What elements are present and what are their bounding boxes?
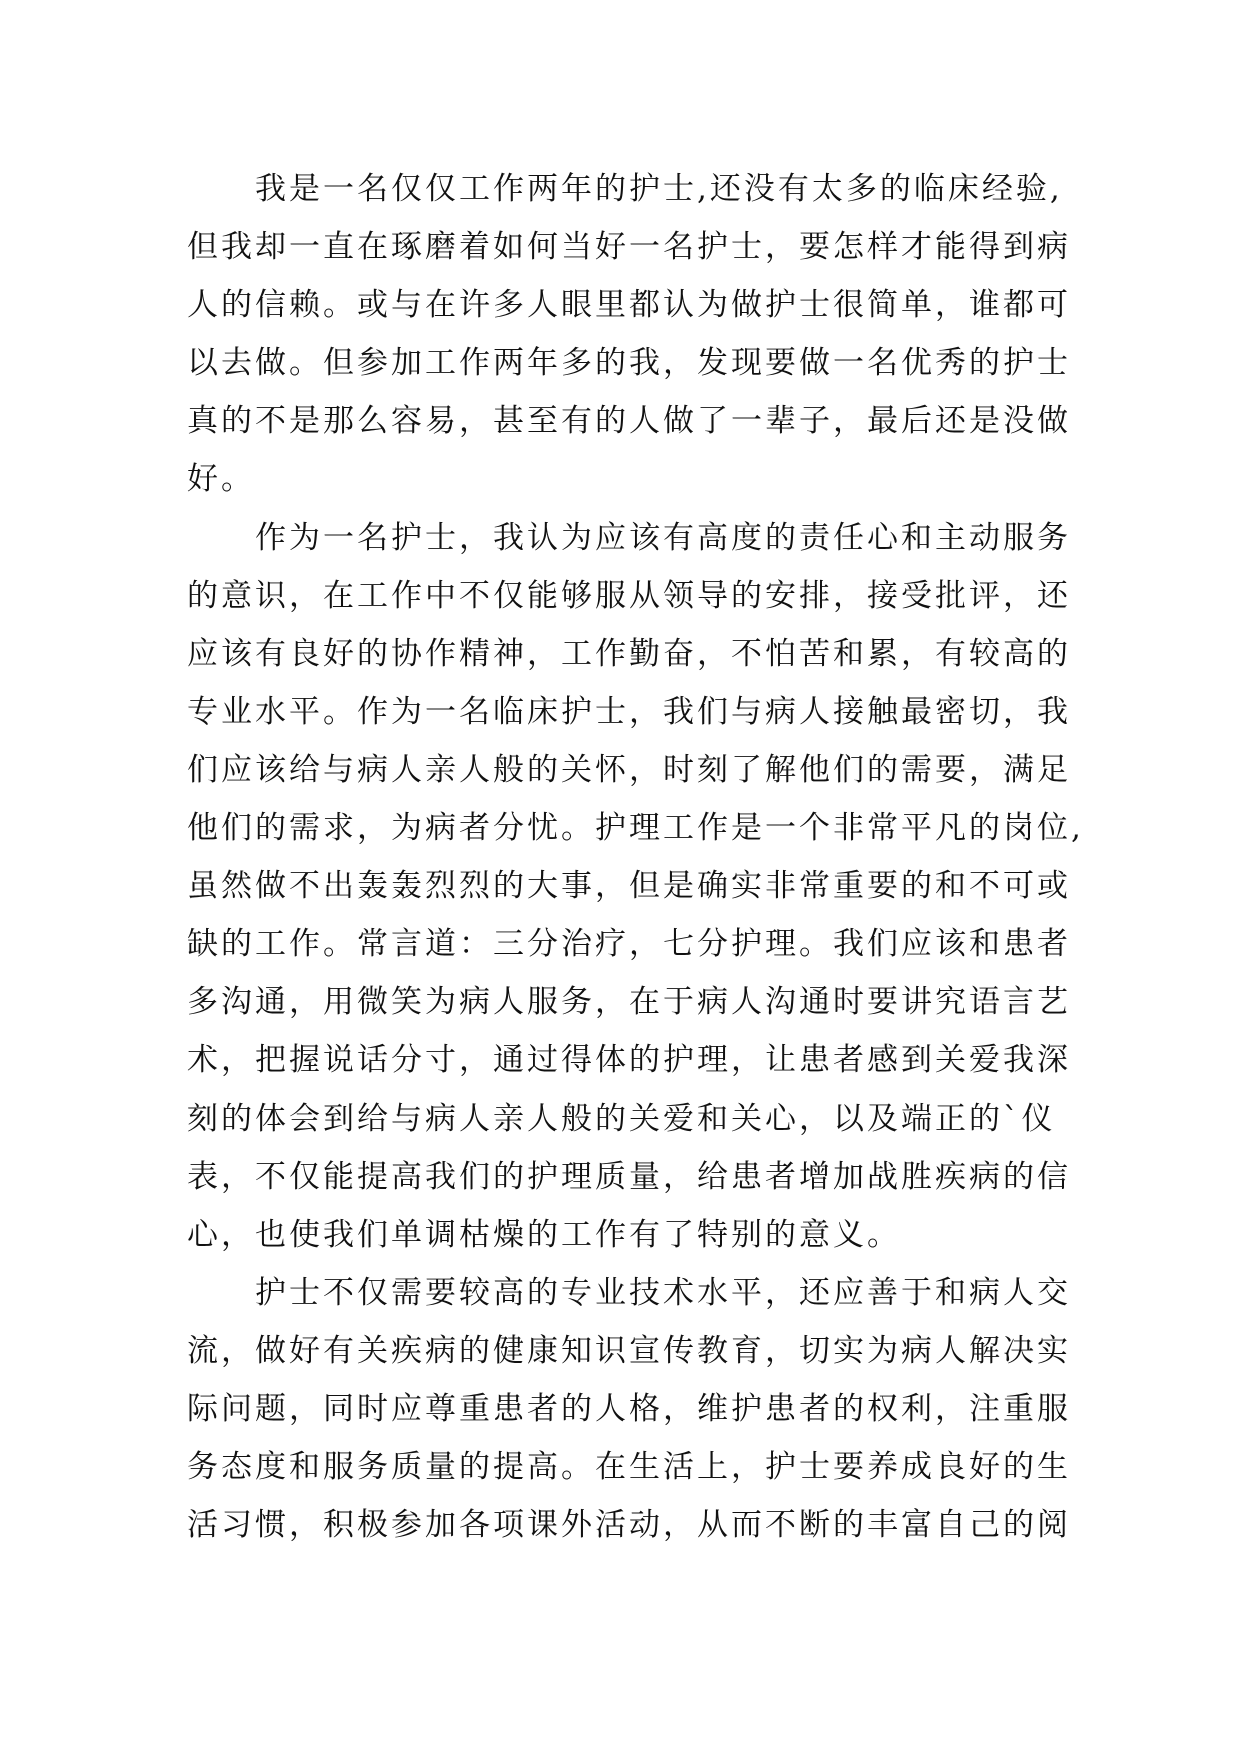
paragraph-1-line-1: 我是一名仅仅工作两年的护士,还没有太多的临床经验, (255, 171, 1063, 207)
paragraph-1-line-4: 以去做。但参加工作两年多的我，发现要做一名优秀的护士 (187, 345, 1071, 382)
paragraph-2-line-2: 的意识，在工作中不仅能够服从领导的安排，接受批评，还 (187, 577, 1071, 614)
paragraph-2-line-7: 虽然做不出轰轰烈烈的大事，但是确实非常重要的和不可或 (187, 868, 1071, 905)
paragraph-2-line-10: 术，把握说话分寸，通过得体的护理，让患者感到关爱我深 (187, 1042, 1071, 1079)
paragraph-3-line-1: 护士不仅需要较高的专业技术水平，还应善于和病人交 (255, 1274, 1071, 1311)
paragraph-2-line-5: 们应该给与病人亲人般的关怀，时刻了解他们的需要，满足 (187, 751, 1071, 788)
paragraph-2-line-13: 心，也使我们单调枯燥的工作有了特别的意义。 (187, 1216, 901, 1253)
paragraph-1-line-2: 但我却一直在琢磨着如何当好一名护士，要怎样才能得到病 (187, 229, 1071, 266)
paragraph-3-line-5: 活习惯，积极参加各项课外活动，从而不断的丰富自己的阅 (187, 1507, 1071, 1544)
paragraph-3-line-3: 际问题，同时应尊重患者的人格，维护患者的权利，注重服 (187, 1390, 1071, 1427)
paragraph-2-line-3: 应该有良好的协作精神，工作勤奋，不怕苦和累，有较高的 (187, 635, 1071, 672)
paragraph-3-line-2: 流，做好有关疾病的健康知识宣传教育，切实为病人解决实 (187, 1332, 1071, 1369)
paragraph-1-line-6: 好。 (187, 461, 255, 498)
paragraph-2-line-1: 作为一名护士，我认为应该有高度的责任心和主动服务 (255, 519, 1071, 556)
paragraph-2-line-8: 缺的工作。常言道：三分治疗，七分护理。我们应该和患者 (187, 926, 1071, 963)
body-text (187, 160, 1084, 1554)
paragraph-1-line-3: 人的信赖。或与在许多人眼里都认为做护士很简单，谁都可 (187, 287, 1071, 324)
paragraph-2-line-4: 专业水平。作为一名临床护士，我们与病人接触最密切，我 (187, 693, 1071, 730)
paragraph-2-line-9: 多沟通，用微笑为病人服务，在于病人沟通时要讲究语言艺 (187, 984, 1071, 1021)
paragraph-2-line-12: 表，不仅能提高我们的护理质量，给患者增加战胜疾病的信 (187, 1158, 1071, 1195)
paragraph-2-line-6: 他们的需求，为病者分忧。护理工作是一个非常平凡的岗位, (187, 810, 1084, 847)
paragraph-1-line-5: 真的不是那么容易，甚至有的人做了一辈子，最后还是没做 (187, 403, 1071, 440)
paragraph-2-line-11: 刻的体会到给与病人亲人般的关爱和关心，以及端正的`仪 (187, 1100, 1056, 1137)
paragraph-3-line-4: 务态度和服务质量的提高。在生活上，护士要养成良好的生 (187, 1449, 1071, 1486)
